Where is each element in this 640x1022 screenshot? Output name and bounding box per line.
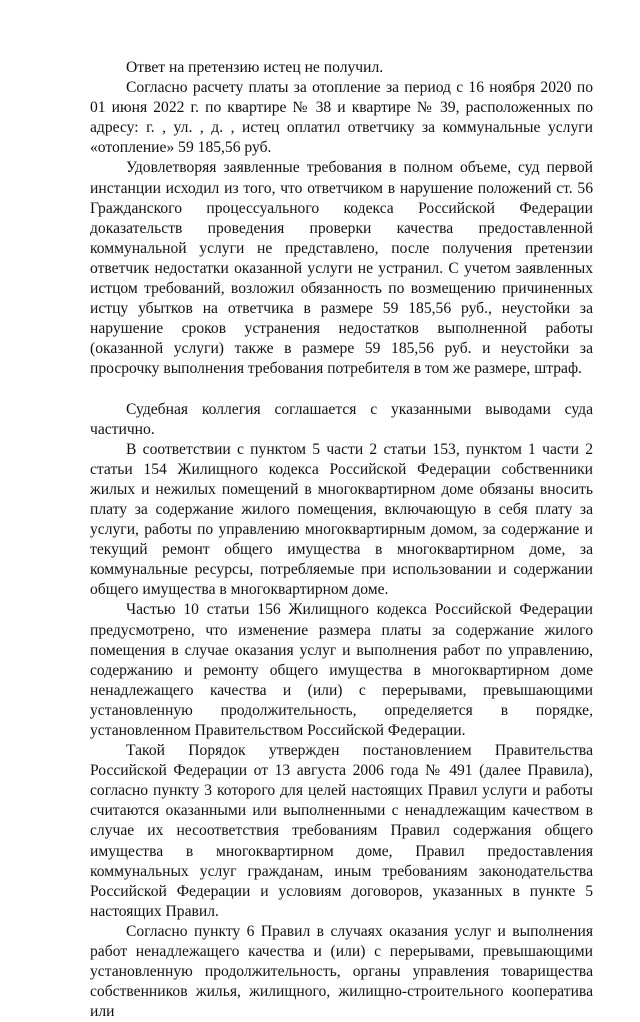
document-body	[90, 58, 593, 1022]
paragraph: Такой Порядок утвержден постановлением Правительства Российской Федерации от 13 августа 2006 года № 491 (далее Правила), согласно пункту 3 которого для целей настоящих Правил услуги и работы считаются оказанными или выполненными с ненадлежащим качеством в случае их несоответствия требованиям Правил содержания общего имущества в многоквартирном доме, Правил предоставления коммунальных услуг гражданам, иным требованиям законодательства Российской Федерации и условиям договоров, указанных в пункте 5 настоящих Правил.	[90, 742, 593, 920]
paragraph: Ответ на претензию истец не получил.	[126, 59, 384, 76]
paragraph: В соответствии с пунктом 5 части 2 статьи 153, пунктом 1 части 2 статьи 154 Жилищного кодекса Российской Федерации собственники жилых и нежилых помещений в многоквартирном доме обязаны вносить плату за содержание жилого помещения, включающую в себя плату за услуги, работы по управлению многоквартирным домом, за содержание и текущий ремонт общего имущества в многоквартирном доме, за коммунальные ресурсы, потребляемые при использовании и содержании общего имущества в многоквартирном доме.	[90, 440, 593, 599]
paragraph: Согласно расчету платы за отопление за период с 16 ноября 2020 по 01 июня 2022 г. по квартире № 38 и квартире № 39, расположенных по адресу: г. , ул. , д. , истец оплатил ответчику за коммунальные услуги «отопление» 59 185,56 руб.	[90, 79, 593, 157]
paragraph: Частью 10 статьи 156 Жилищного кодекса Российской Федерации предусмотрено, что изменение размера платы за содержание жилого помещения в случае оказания услуг и выполнения работ по управлению, содержанию и ремонту общего имущества в многоквартирном доме ненадлежащего качества и (или) с перерывами, превышающими установленную продолжительность, определяется в порядке, установленном Правительством Российской Федерации.	[90, 601, 593, 739]
paragraph: Удовлетворяя заявленные требования в полном объеме, суд первой инстанции исходил из того, что ответчиком в нарушение положений ст. 56 Гражданского процессуального кодекса Российской Федерации доказательств проведения проверки качества предоставленной коммунальной услуги не представлено, после получения претензии ответчик недостатки оказанной услуги не устранил. С учетом заявленных истцом требований, возложил обязанность по возмещению причиненных истцу убытков на ответчика в размере 59 185,56 руб., неустойки за нарушение сроков устранения недостатков выполненной работы (оказанной услуги) также в размере 59 185,56 руб. и неустойки за просрочку выполнения требования потребителя в том же размере, штраф.	[90, 159, 593, 378]
paragraph: Согласно пункту 6 Правил в случаях оказания услуг и выполнения работ ненадлежащего качества и (или) с перерывами, превышающими установленную продолжительность, органы управления товарищества собственников жилья, жилищного, жилищно-строительного кооператива или	[90, 922, 593, 1021]
paragraph: Судебная коллегия соглашается с указанными выводами суда частично.	[90, 400, 593, 438]
